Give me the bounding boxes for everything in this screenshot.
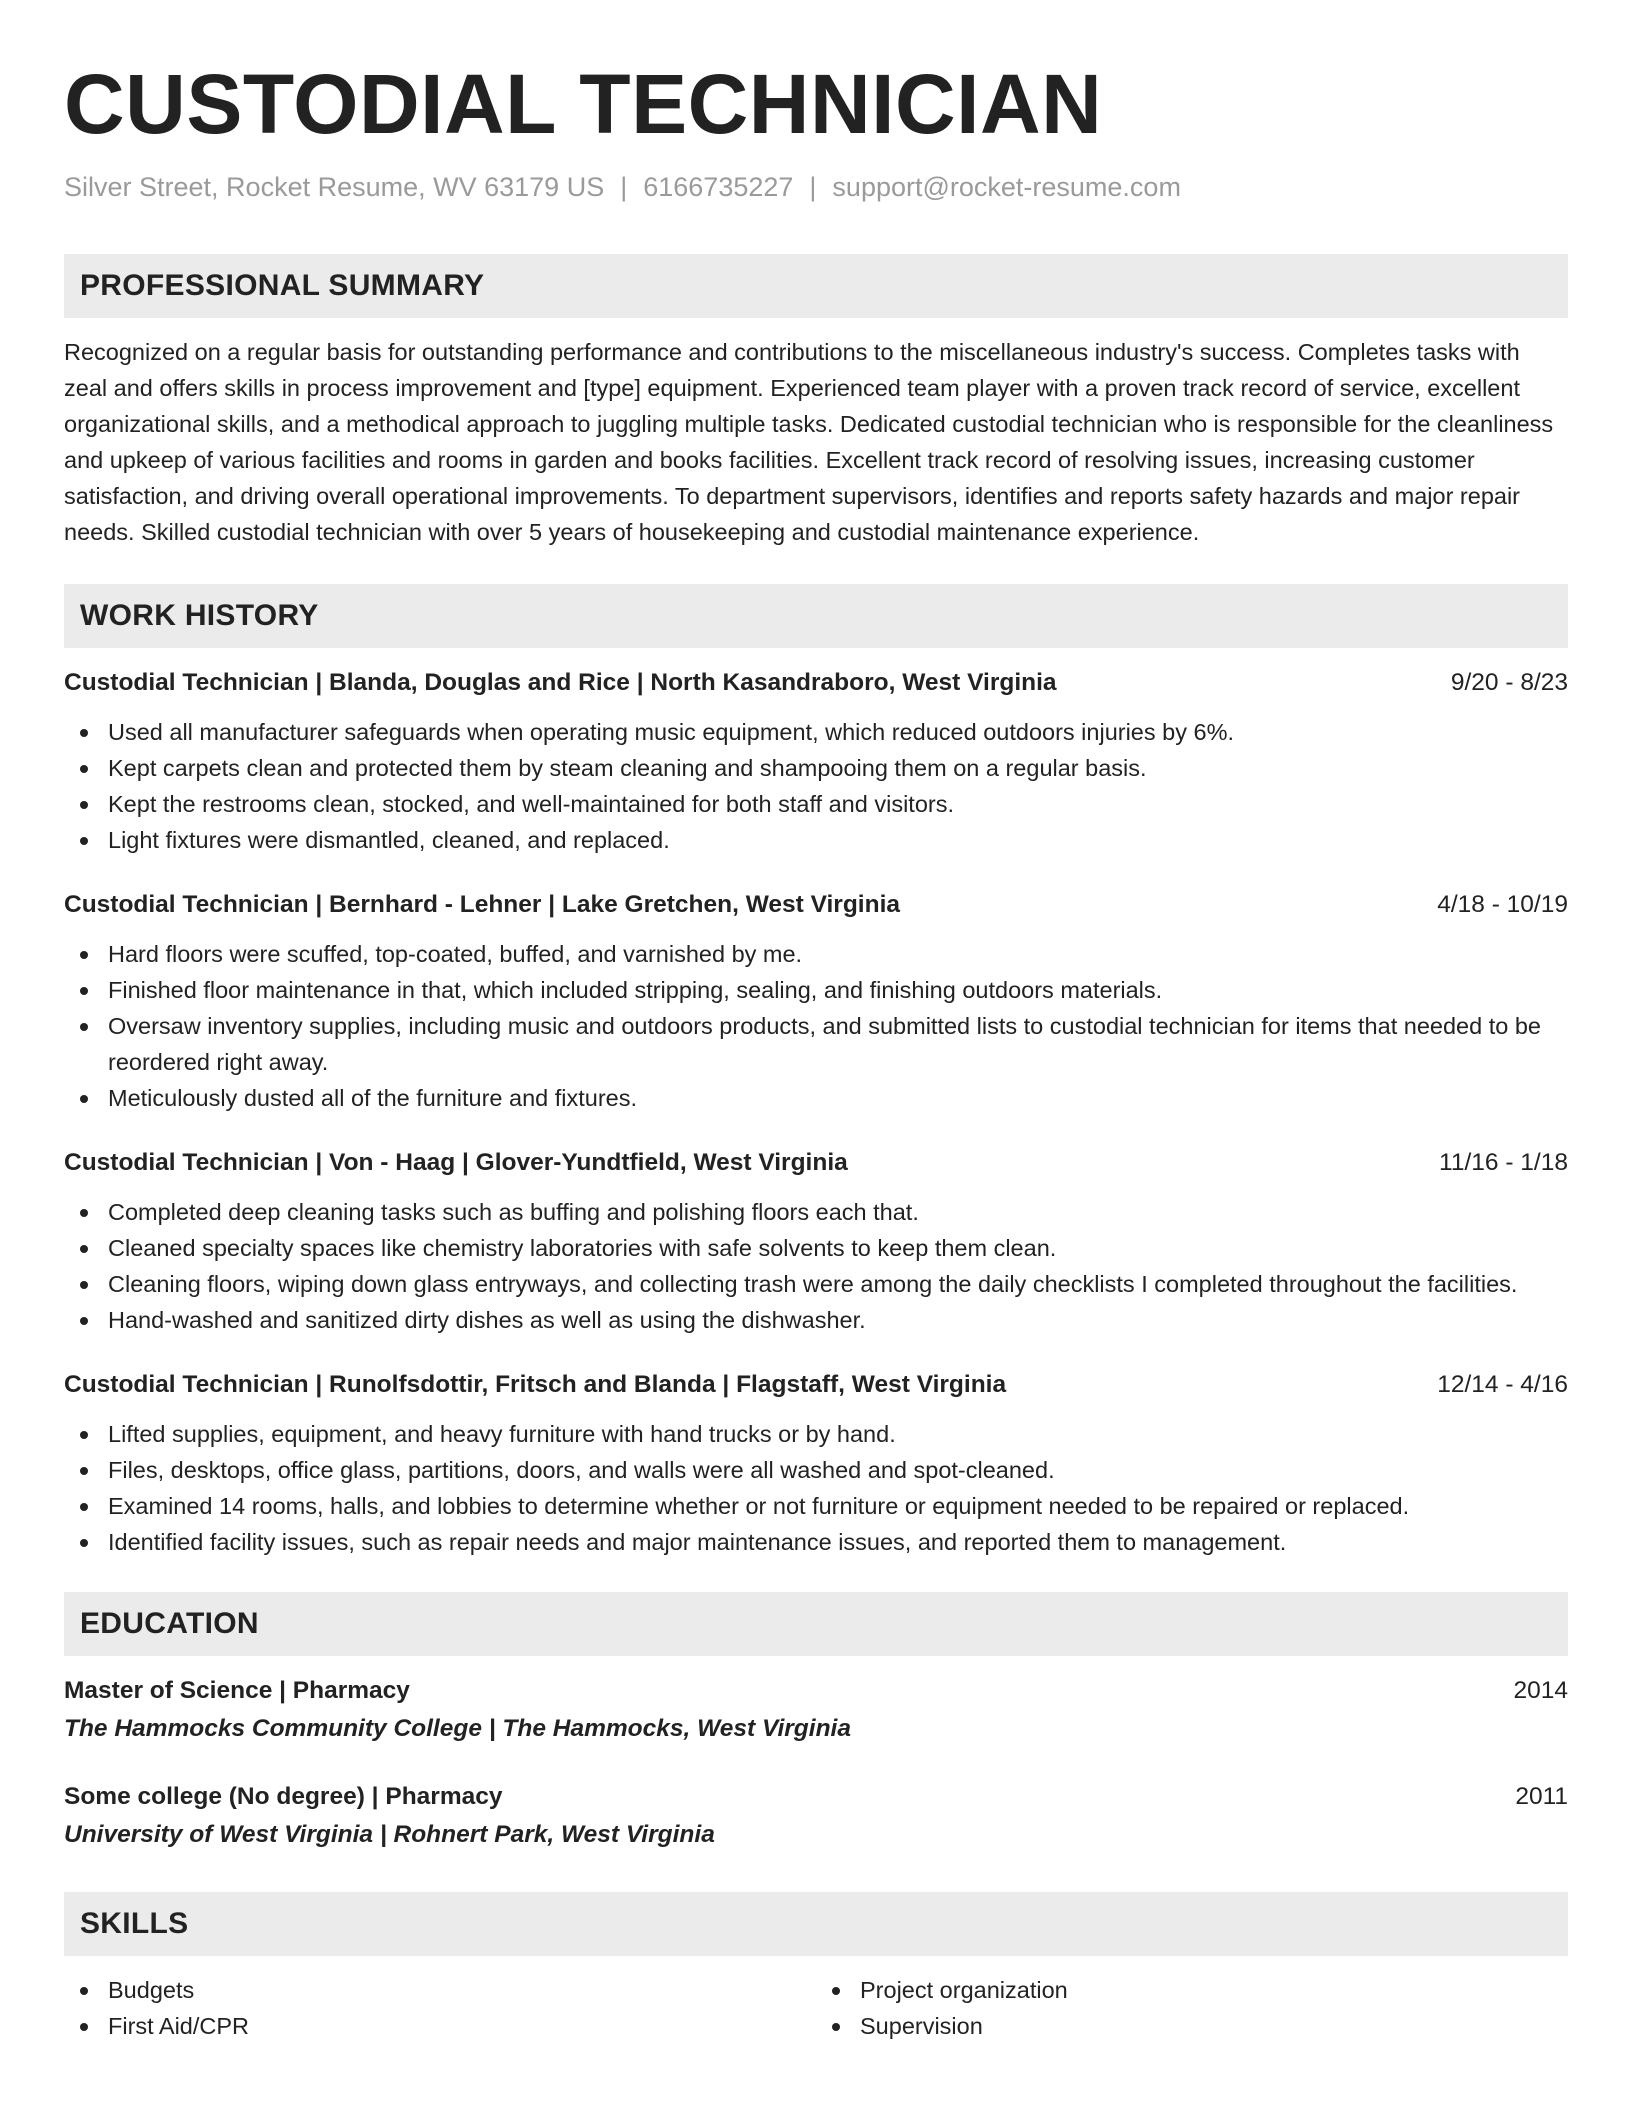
job-bullet: Files, desktops, office glass, partitions, doors, and walls were all washed and spot-cleaned. — [64, 1452, 1568, 1488]
job-entry — [64, 666, 1568, 858]
skills-list — [64, 1972, 1568, 2044]
job-bullet: Kept carpets clean and protected them by steam cleaning and shampooing them on a regular basis. — [64, 750, 1568, 786]
job-bullet: Examined 14 rooms, halls, and lobbies to determine whether or not furniture or equipment needed to be repaired or replaced. — [64, 1488, 1568, 1524]
job-bullet: Cleaning floors, wiping down glass entryways, and collecting trash were among the daily checklists I completed throughout the facilities. — [64, 1266, 1568, 1302]
section-heading-summary: PROFESSIONAL SUMMARY — [64, 254, 1568, 318]
job-bullet: Used all manufacturer safeguards when operating music equipment, which reduced outdoors injuries by 6%. — [64, 714, 1568, 750]
job-bullets — [64, 714, 1568, 858]
job-dates: 11/16 - 1/18 — [1439, 1149, 1568, 1176]
education-year: 2011 — [1515, 1783, 1568, 1810]
job-header — [64, 888, 1568, 922]
job-entry — [64, 1146, 1568, 1338]
job-title: Custodial Technician | Blanda, Douglas and Rice | North Kasandraboro, West Virginia — [64, 669, 1057, 696]
contact-line — [64, 170, 1568, 204]
job-entry — [64, 1368, 1568, 1560]
job-bullet: Identified facility issues, such as repair needs and major maintenance issues, and reported them to management. — [64, 1524, 1568, 1560]
job-dates: 4/18 - 10/19 — [1437, 891, 1568, 918]
job-bullet: Kept the restrooms clean, stocked, and well-maintained for both staff and visitors. — [64, 786, 1568, 822]
education-degree: Master of Science | Pharmacy — [64, 1677, 410, 1704]
job-bullet: Oversaw inventory supplies, including music and outdoors products, and submitted lists to custodial technician for items that needed to be reordered right away. — [64, 1008, 1568, 1080]
skills-column-right — [816, 1972, 1568, 2044]
education-degree: Some college (No degree) | Pharmacy — [64, 1783, 503, 1810]
education-header — [64, 1674, 1568, 1708]
job-dates: 9/20 - 8/23 — [1450, 669, 1568, 696]
job-header — [64, 1368, 1568, 1402]
job-bullet: Hand-washed and sanitized dirty dishes as well as using the dishwasher. — [64, 1302, 1568, 1338]
education-school: The Hammocks Community College | The Hammocks, West Virginia — [64, 1715, 851, 1742]
contact-address: Silver Street, Rocket Resume, WV 63179 US — [64, 172, 605, 202]
skill-item: Budgets — [64, 1972, 816, 2008]
education-year: 2014 — [1513, 1677, 1568, 1704]
contact-phone: 6166735227 — [643, 172, 794, 202]
education-entry — [64, 1674, 1568, 1746]
section-heading-education: EDUCATION — [64, 1592, 1568, 1656]
skill-item: Supervision — [816, 2008, 1568, 2044]
job-bullets — [64, 1416, 1568, 1560]
job-bullets — [64, 936, 1568, 1116]
skill-item: Project organization — [816, 1972, 1568, 2008]
job-bullets — [64, 1194, 1568, 1338]
job-title: Custodial Technician | Von - Haag | Glover-Yundtfield, West Virginia — [64, 1149, 848, 1176]
contact-separator: | — [809, 172, 817, 202]
education-entry — [64, 1780, 1568, 1852]
summary-text: Recognized on a regular basis for outstanding performance and contributions to the miscellaneous industry's success. Completes tasks with zeal and offers skills in process improvement and [type] equipment. Experienced team player with a proven track record of service, excellent organizational skills, and a methodical approach to juggling multiple tasks. Dedicated custodial technician who is responsible for the cleanliness and upkeep of various facilities and rooms in garden and books facilities. Excellent track record of resolving issues, increasing customer satisfaction, and driving overall operational improvements. To department supervisors, identifies and reports safety hazards and major repair needs. Skilled custodial technician with over 5 years of housekeeping and custodial maintenance experience. — [64, 339, 1554, 545]
education-header — [64, 1780, 1568, 1814]
job-bullet: Completed deep cleaning tasks such as buffing and polishing floors each that. — [64, 1194, 1568, 1230]
job-bullet: Hard floors were scuffed, top-coated, buffed, and varnished by me. — [64, 936, 1568, 972]
job-entry — [64, 888, 1568, 1116]
job-bullet: Lifted supplies, equipment, and heavy furniture with hand trucks or by hand. — [64, 1416, 1568, 1452]
section-heading-work-history: WORK HISTORY — [64, 584, 1568, 648]
contact-email: support@rocket-resume.com — [832, 172, 1181, 202]
job-bullet: Light fixtures were dismantled, cleaned, and replaced. — [64, 822, 1568, 858]
candidate-name: CUSTODIAL TECHNICIAN — [64, 57, 1103, 151]
job-title: Custodial Technician | Runolfsdottir, Fritsch and Blanda | Flagstaff, West Virginia — [64, 1371, 1007, 1398]
education-school: University of West Virginia | Rohnert Park, West Virginia — [64, 1821, 715, 1848]
job-dates: 12/14 - 4/16 — [1437, 1371, 1568, 1398]
job-header — [64, 1146, 1568, 1180]
skill-item: First Aid/CPR — [64, 2008, 816, 2044]
contact-separator: | — [620, 172, 628, 202]
skills-column-left — [64, 1972, 816, 2044]
section-heading-skills: SKILLS — [64, 1892, 1568, 1956]
job-title: Custodial Technician | Bernhard - Lehner | Lake Gretchen, West Virginia — [64, 891, 901, 918]
job-bullet: Finished floor maintenance in that, which included stripping, sealing, and finishing outdoors materials. — [64, 972, 1568, 1008]
job-header — [64, 666, 1568, 700]
job-bullet: Cleaned specialty spaces like chemistry laboratories with safe solvents to keep them clean. — [64, 1230, 1568, 1266]
job-bullet: Meticulously dusted all of the furniture and fixtures. — [64, 1080, 1568, 1116]
